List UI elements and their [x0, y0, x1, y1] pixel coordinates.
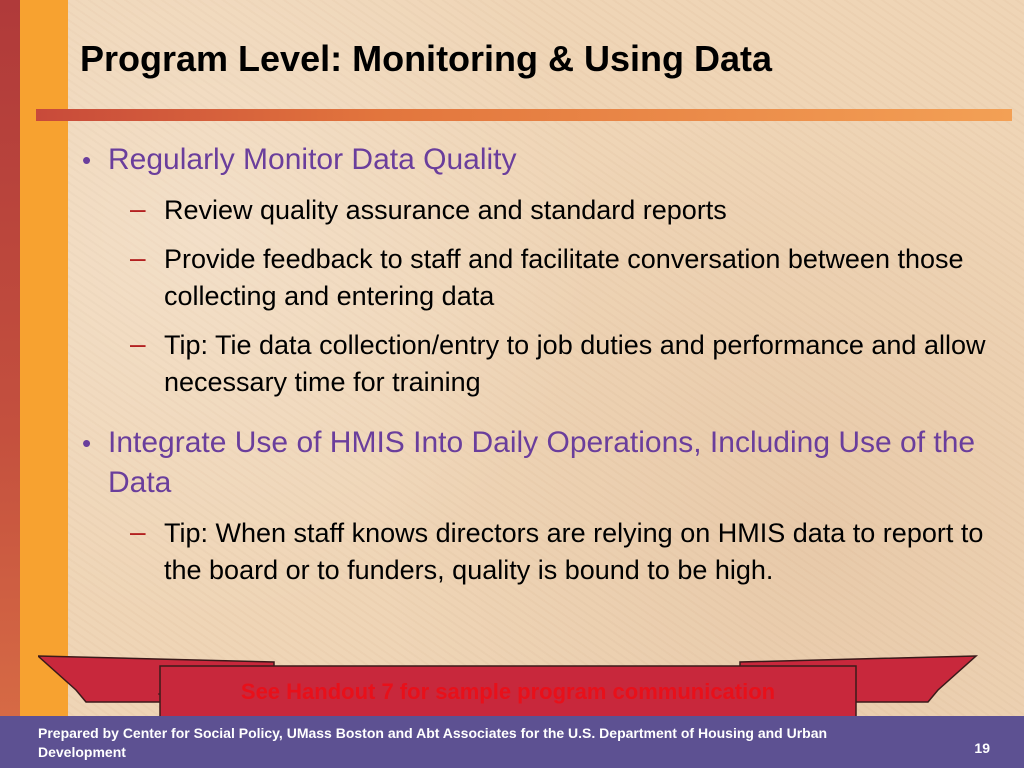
- sub-bullet-text: Review quality assurance and standard reports: [164, 195, 727, 225]
- dash-icon: –: [130, 516, 146, 547]
- slide-title: Program Level: Monitoring & Using Data: [80, 38, 773, 79]
- page-number: 19: [974, 740, 990, 756]
- dash-icon: –: [130, 328, 146, 359]
- slide-content: [80, 140, 1010, 589]
- sub-bullet-text: Tip: Tie data collection/entry to job duties and performance and allow necessary time for training: [164, 330, 986, 397]
- sub-bullet-provide-feedback: [80, 241, 1010, 315]
- footer-credit: Prepared by Center for Social Policy, UMass Boston and Abt Associates for the U.S. Department of Housing and Urban Development: [38, 725, 828, 760]
- bullet-text: Regularly Monitor Data Quality: [108, 143, 517, 176]
- title-underline-bar: [36, 109, 1012, 121]
- sub-bullet-tie-duties: [80, 327, 1010, 401]
- bullet-text: Integrate Use of HMIS Into Daily Operations, Including Use of the Data: [108, 426, 976, 499]
- sub-bullet-directors-tip: [80, 515, 1010, 589]
- left-orange-stripe: [20, 0, 68, 716]
- handout-banner-text: See Handout 7 for sample program communication: [240, 679, 776, 704]
- bullet-monitor-quality: [80, 140, 1010, 180]
- bullet-dot-icon: •: [82, 145, 92, 175]
- dash-icon: –: [130, 242, 146, 273]
- bullet-dot-icon: •: [82, 428, 92, 458]
- left-red-stripe: [0, 0, 20, 716]
- bullet-integrate-hmis: [80, 423, 1010, 503]
- sub-bullet-review-reports: [80, 192, 1010, 229]
- sub-bullet-text: Provide feedback to staff and facilitate conversation between those collecting and entering data: [164, 244, 964, 311]
- footer-bar: [0, 716, 1024, 768]
- dash-icon: –: [130, 193, 146, 224]
- sub-bullet-text: Tip: When staff knows directors are relying on HMIS data to report to the board or to funders, quality is bound to be high.: [164, 518, 984, 585]
